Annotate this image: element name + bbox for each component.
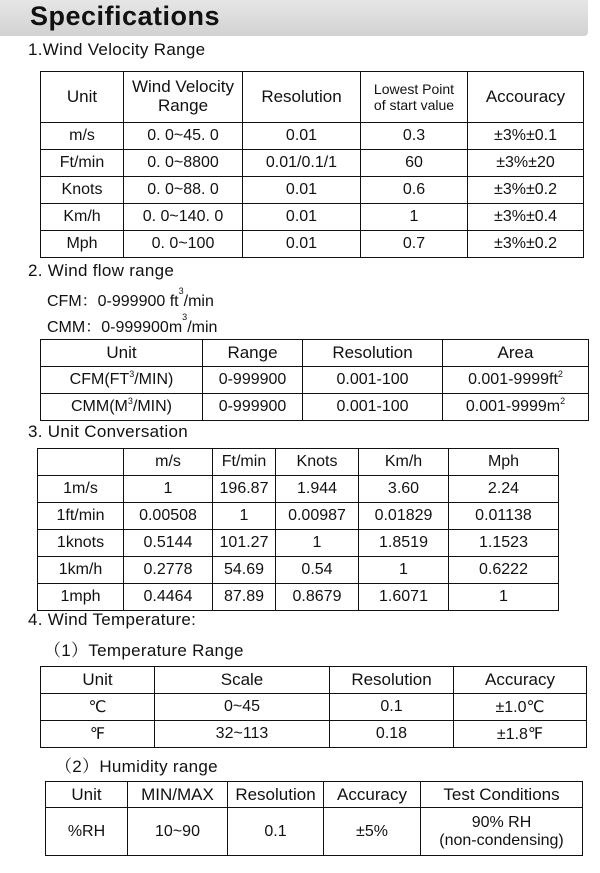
header-cell: Accouracy [468, 72, 584, 123]
area-cell: $0.001-9999ft^2$ [443, 367, 589, 394]
row-label-cell: 1mph [38, 584, 124, 611]
range-cell: 0-999900 [203, 394, 303, 421]
table-row [41, 231, 584, 258]
value-cell: 1 [124, 476, 213, 503]
header-cell: Unit [46, 782, 128, 808]
header-cell [38, 449, 124, 476]
unit-cell: m/s [41, 123, 124, 150]
unit-cell: Km/h [41, 204, 124, 231]
value-cell: 0.2778 [124, 557, 213, 584]
humidity-subheading: （2）Humidity range [55, 757, 218, 776]
resolution-cell: 0.01 [243, 123, 361, 150]
table-header-row [46, 782, 583, 808]
value-cell: 0.4464 [124, 584, 213, 611]
table-header-row [38, 449, 559, 476]
header-cell: Range [203, 340, 303, 367]
resolution-cell: 0.001-100 [303, 394, 443, 421]
scale-cell: 0~45 [155, 694, 330, 721]
resolution-cell: 0.001-100 [303, 367, 443, 394]
value-cell: 101.27 [213, 530, 276, 557]
table-row [41, 150, 584, 177]
wind-velocity-table [40, 71, 584, 258]
range-cell: 10~90 [128, 808, 228, 856]
table-header-row [41, 667, 587, 694]
row-label-cell: 1m/s [38, 476, 124, 503]
cfm-range-line: CFM：0-999900 $ft^3/\min$ [47, 286, 214, 310]
value-cell: 0.01829 [359, 503, 449, 530]
scale-cell: 32~113 [155, 721, 330, 748]
unit-cell: Mph [41, 231, 124, 258]
accuracy-cell: ±3%±0.4 [468, 204, 584, 231]
test-conditions-cell: 90% RH (non-condensing) [421, 808, 583, 856]
lowest-point-cell: 60 [361, 150, 468, 177]
table-row [41, 204, 584, 231]
temperature-table [40, 666, 587, 748]
header-cell: Wind Velocity Range [124, 72, 243, 123]
header-cell: Km/h [359, 449, 449, 476]
unit-conversion-table [37, 448, 559, 611]
table-row [38, 584, 559, 611]
unit-cell: Ft/min [41, 150, 124, 177]
section-1-heading: 1.Wind Velocity Range [28, 40, 206, 59]
table-row [38, 557, 559, 584]
header-cell: Resolution [243, 72, 361, 123]
header-cell: Area [443, 340, 589, 367]
lowest-point-cell: 0.6 [361, 177, 468, 204]
section-2-heading: 2. Wind flow range [28, 261, 175, 280]
header-cell: Unit [41, 667, 155, 694]
value-cell: 0.5144 [124, 530, 213, 557]
header-cell: Lowest Point of start value [361, 72, 468, 123]
range-cell: 0. 0~88. 0 [124, 177, 243, 204]
area-cell: $0.001-9999m^2$ [443, 394, 589, 421]
row-label-cell: 1knots [38, 530, 124, 557]
table-row [38, 530, 559, 557]
value-cell: 87.89 [213, 584, 276, 611]
header-cell: Knots [276, 449, 359, 476]
header-cell: Test Conditions [421, 782, 583, 808]
value-cell: 1 [276, 530, 359, 557]
header-cell: Resolution [330, 667, 454, 694]
resolution-cell: 0.1 [330, 694, 454, 721]
lowest-point-cell: 0.3 [361, 123, 468, 150]
value-cell: 54.69 [213, 557, 276, 584]
section-4-heading: 4. Wind Temperature: [28, 610, 197, 629]
row-label-cell: 1ft/min [38, 503, 124, 530]
title-bar [0, 0, 588, 36]
table-row [46, 808, 583, 856]
resolution-cell: 0.01 [243, 177, 361, 204]
accuracy-cell: ±5% [324, 808, 421, 856]
header-cell: Resolution [303, 340, 443, 367]
table-row [41, 177, 584, 204]
header-cell: Accuracy [324, 782, 421, 808]
value-cell: 3.60 [359, 476, 449, 503]
header-cell: Unit [41, 72, 124, 123]
range-cell: 0. 0~140. 0 [124, 204, 243, 231]
resolution-cell: 0.01 [243, 231, 361, 258]
header-cell: Ft/min [213, 449, 276, 476]
header-cell: Resolution [228, 782, 324, 808]
value-cell: 0.01138 [449, 503, 559, 530]
cmm-range-line: CMM：$0-999900m^3/\min$ [47, 312, 218, 336]
page-title: Specifications [30, 1, 221, 31]
range-cell: 0. 0~100 [124, 231, 243, 258]
range-cell: 0. 0~45. 0 [124, 123, 243, 150]
row-label-cell: 1km/h [38, 557, 124, 584]
value-cell: 0.6222 [449, 557, 559, 584]
table-row [38, 503, 559, 530]
value-cell: 2.24 [449, 476, 559, 503]
accuracy-cell: ±3%±20 [468, 150, 584, 177]
table-row [41, 123, 584, 150]
value-cell: 0.00987 [276, 503, 359, 530]
header-cell: Scale [155, 667, 330, 694]
accuracy-cell: ±1.8℉ [454, 721, 587, 748]
unit-cell: Knots [41, 177, 124, 204]
accuracy-cell: ±1.0℃ [454, 694, 587, 721]
range-cell: 0-999900 [203, 367, 303, 394]
resolution-cell: 0.01/0.1/1 [243, 150, 361, 177]
accuracy-cell: ±3%±0.1 [468, 123, 584, 150]
resolution-cell: 0.01 [243, 204, 361, 231]
unit-cell: %RH [46, 808, 128, 856]
header-cell: m/s [124, 449, 213, 476]
header-cell: Unit [41, 340, 203, 367]
value-cell: 1 [213, 503, 276, 530]
lowest-point-cell: 0.7 [361, 231, 468, 258]
unit-cell: $CMM(M^3/MIN)$ [41, 394, 203, 421]
unit-cell: ℉ [41, 721, 155, 748]
value-cell: 1 [449, 584, 559, 611]
wind-flow-table [40, 339, 589, 421]
header-cell: Mph [449, 449, 559, 476]
section-3-heading: 3. Unit Conversation [28, 422, 189, 441]
value-cell: 1.8519 [359, 530, 449, 557]
header-cell: Accuracy [454, 667, 587, 694]
header-cell: MIN/MAX [128, 782, 228, 808]
table-row [41, 394, 589, 421]
unit-cell: ℃ [41, 694, 155, 721]
humidity-table [45, 781, 583, 856]
accuracy-cell: ±3%±0.2 [468, 177, 584, 204]
unit-cell: $CFM(FT^3/MIN)$ [41, 367, 203, 394]
resolution-cell: 0.18 [330, 721, 454, 748]
table-row [41, 694, 587, 721]
value-cell: 0.00508 [124, 503, 213, 530]
value-cell: 1.944 [276, 476, 359, 503]
value-cell: 1 [359, 557, 449, 584]
table-row [41, 367, 589, 394]
value-cell: 1.6071 [359, 584, 449, 611]
table-row [41, 721, 587, 748]
table-header-row [41, 72, 584, 123]
table-row [38, 476, 559, 503]
range-cell: 0. 0~8800 [124, 150, 243, 177]
value-cell: 196.87 [213, 476, 276, 503]
accuracy-cell: ±3%±0.2 [468, 231, 584, 258]
value-cell: 1.1523 [449, 530, 559, 557]
lowest-point-cell: 1 [361, 204, 468, 231]
value-cell: 0.8679 [276, 584, 359, 611]
temperature-subheading: （1）Temperature Range [44, 641, 244, 660]
resolution-cell: 0.1 [228, 808, 324, 856]
value-cell: 0.54 [276, 557, 359, 584]
table-header-row [41, 340, 589, 367]
